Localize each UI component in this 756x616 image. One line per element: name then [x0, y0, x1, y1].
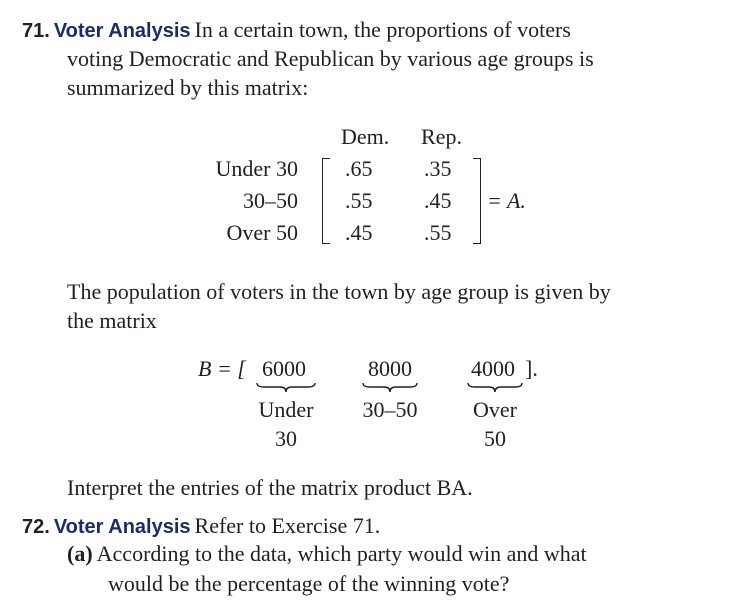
- population-line-2: the matrix: [67, 308, 157, 333]
- part-a-text: According to the data, which party would win and what: [96, 541, 587, 566]
- underbrace-30-50: [362, 381, 418, 393]
- exercise-71-header: [22, 17, 571, 43]
- part-a-line-2: would be the percentage of the winning vote?: [108, 571, 510, 596]
- exercise-number: 72.: [22, 516, 50, 538]
- matrix-a-cell: .45: [424, 188, 452, 213]
- exercise-72-intro: Refer to Exercise 71.: [194, 513, 381, 538]
- underbrace-over-50: [467, 381, 523, 393]
- matrix-b-label-30: 30: [275, 426, 297, 451]
- col-header-dem: Dem.: [341, 124, 390, 149]
- exercise-title: Voter Analysis: [53, 516, 191, 538]
- intro-text: In a certain town, the proportions of voters: [194, 17, 571, 42]
- matrix-a-right-bracket: [473, 158, 481, 244]
- matrix-b-close: ].: [525, 356, 538, 381]
- matrix-a-cell: .45: [345, 220, 373, 245]
- col-header-rep: Rep.: [421, 124, 462, 149]
- row-label-over-50: Over 50: [226, 220, 298, 245]
- exercise-number: 71.: [22, 20, 50, 42]
- matrix-a-left-bracket: [322, 158, 330, 244]
- matrix-b-value: 4000: [471, 356, 515, 381]
- matrix-a-cell: .55: [345, 188, 373, 213]
- intro-line-2: voting Democratic and Republican by various age groups is: [67, 46, 594, 71]
- matrix-b-value: 8000: [368, 356, 412, 381]
- row-label-30-50: 30–50: [243, 188, 298, 213]
- part-a-label: (a): [67, 541, 93, 566]
- matrix-a-cell: .65: [345, 156, 373, 181]
- matrix-b-lhs: B = [: [198, 356, 246, 381]
- matrix-b-label-over: Over: [473, 397, 517, 422]
- underbrace-under-30: [256, 381, 316, 393]
- matrix-b-value: 6000: [262, 356, 306, 381]
- interpret-text: Interpret the entries of the matrix product BA.: [67, 475, 473, 500]
- matrix-b-label-50: 50: [484, 426, 506, 451]
- matrix-a-equals-label: = A.: [487, 188, 526, 213]
- matrix-b-label-30-50: 30–50: [362, 397, 418, 422]
- population-line-1: The population of voters in the town by age group is given by: [67, 279, 611, 304]
- matrix-b-label-under: Under: [258, 397, 314, 422]
- row-label-under-30: Under 30: [215, 156, 298, 181]
- matrix-a-cell: .55: [424, 220, 452, 245]
- exercise-72-header: [22, 513, 380, 539]
- part-a-line-1: [67, 541, 587, 567]
- intro-line-3: summarized by this matrix:: [67, 75, 309, 100]
- exercise-title: Voter Analysis: [53, 20, 191, 42]
- matrix-a-cell: .35: [424, 156, 452, 181]
